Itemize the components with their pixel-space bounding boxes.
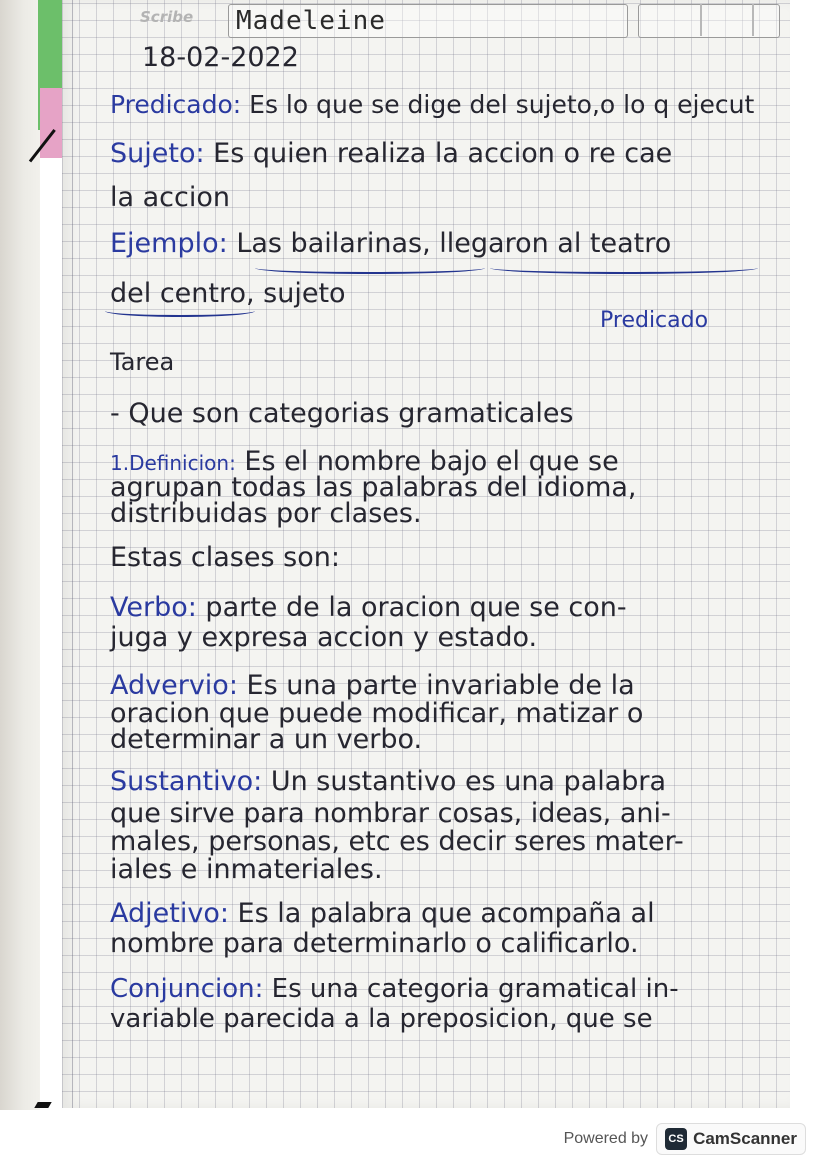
note-line: [110, 140, 672, 167]
note-line: [110, 976, 679, 1002]
term-text: parte de la oracion que se con-: [196, 592, 627, 623]
term-text: nombre para determinarlo o calificarlo.: [110, 928, 639, 959]
note-line: [110, 594, 627, 621]
note-line: [110, 672, 635, 699]
page-corner-mark: [34, 1102, 51, 1108]
term-text: Estas clases son:: [110, 542, 340, 573]
term-text: Es el nombre bajo el que se: [235, 446, 619, 477]
predicate-brace: [490, 262, 758, 274]
term-text: del centro, sujeto: [110, 278, 346, 309]
note-line: [110, 1006, 653, 1032]
note-line: [110, 856, 383, 883]
term-label: 1.Definicion:: [110, 451, 236, 475]
note-line: [110, 400, 574, 427]
camscanner-badge: [656, 1123, 806, 1155]
term-text: Es una parte invariable de la: [237, 670, 635, 701]
date-box-divider: [700, 4, 702, 36]
margin-line: [72, 0, 73, 1108]
note-line: [110, 930, 639, 957]
term-label: Conjuncion:: [110, 974, 264, 1004]
term-text: juga y expresa accion y estado.: [110, 622, 538, 653]
note-line: [110, 500, 422, 527]
term-text: Es lo que se dige del sujeto,o lo q ejecut: [241, 90, 755, 119]
term-text: distribuidas por clases.: [110, 498, 422, 529]
note-line: [110, 726, 422, 753]
term-label: Advervio:: [110, 670, 238, 701]
term-text: la accion: [110, 182, 230, 213]
term-label: Sustantivo:: [110, 766, 263, 797]
note-line: [110, 768, 666, 795]
camscanner-icon: CS: [665, 1128, 687, 1150]
term-text: que sirve para nombrar cosas, ideas, ani-: [110, 798, 671, 829]
term-label: Adjetivo:: [110, 898, 229, 929]
term-label: Verbo:: [110, 592, 197, 623]
note-line: [110, 900, 655, 927]
example-underline: [105, 305, 255, 317]
note-line: [110, 350, 174, 374]
term-text: iales e inmateriales.: [110, 854, 383, 885]
camscanner-name: CamScanner: [693, 1129, 797, 1148]
note-line: [110, 800, 671, 827]
notebook-brand: Scribe: [140, 8, 194, 26]
note-line: [110, 544, 340, 571]
note-date: 18-02-2022: [142, 42, 299, 73]
term-text: oracion que puede modificar, matizar o: [110, 698, 644, 729]
note-line: [110, 700, 643, 727]
term-text: Es quien realiza la accion o re cae: [204, 138, 673, 169]
note-line: [110, 92, 754, 117]
term-text: agrupan todas las palabras del idioma,: [110, 472, 637, 503]
term-text: Un sustantivo es una palabra: [262, 766, 667, 797]
note-line: [110, 280, 346, 307]
predicado-annotation: Predicado: [600, 308, 709, 333]
term-text: Es la palabra que acompaña al: [228, 898, 655, 929]
student-name: Madeleine: [236, 6, 386, 36]
term-text: Es una categoria gramatical in-: [263, 974, 679, 1004]
term-label: Predicado:: [110, 90, 242, 119]
term-label: Ejemplo:: [110, 228, 228, 259]
term-text: determinar a un verbo.: [110, 724, 423, 755]
scanner-watermark: [564, 1123, 806, 1155]
binder-edge: [0, 0, 40, 1110]
term-text: variable parecida a la preposicion, que se: [110, 1004, 653, 1034]
note-line: [110, 184, 230, 211]
note-line: [110, 230, 671, 257]
note-line: [110, 448, 619, 475]
date-box: [638, 4, 780, 38]
term-text: Tarea: [110, 348, 175, 376]
term-label: Sujeto:: [110, 138, 205, 169]
note-line: [110, 474, 637, 501]
term-text: Las bailarinas, llegaron al teatro: [227, 228, 672, 259]
subject-brace: [255, 262, 485, 274]
note-line: [110, 828, 684, 855]
note-line: [110, 624, 537, 651]
term-text: - Que son categorias gramaticales: [110, 398, 574, 429]
powered-by-label: Powered by: [563, 1130, 649, 1147]
date-box-divider: [752, 4, 754, 36]
term-text: males, personas, etc es decir seres mater-: [110, 826, 684, 857]
